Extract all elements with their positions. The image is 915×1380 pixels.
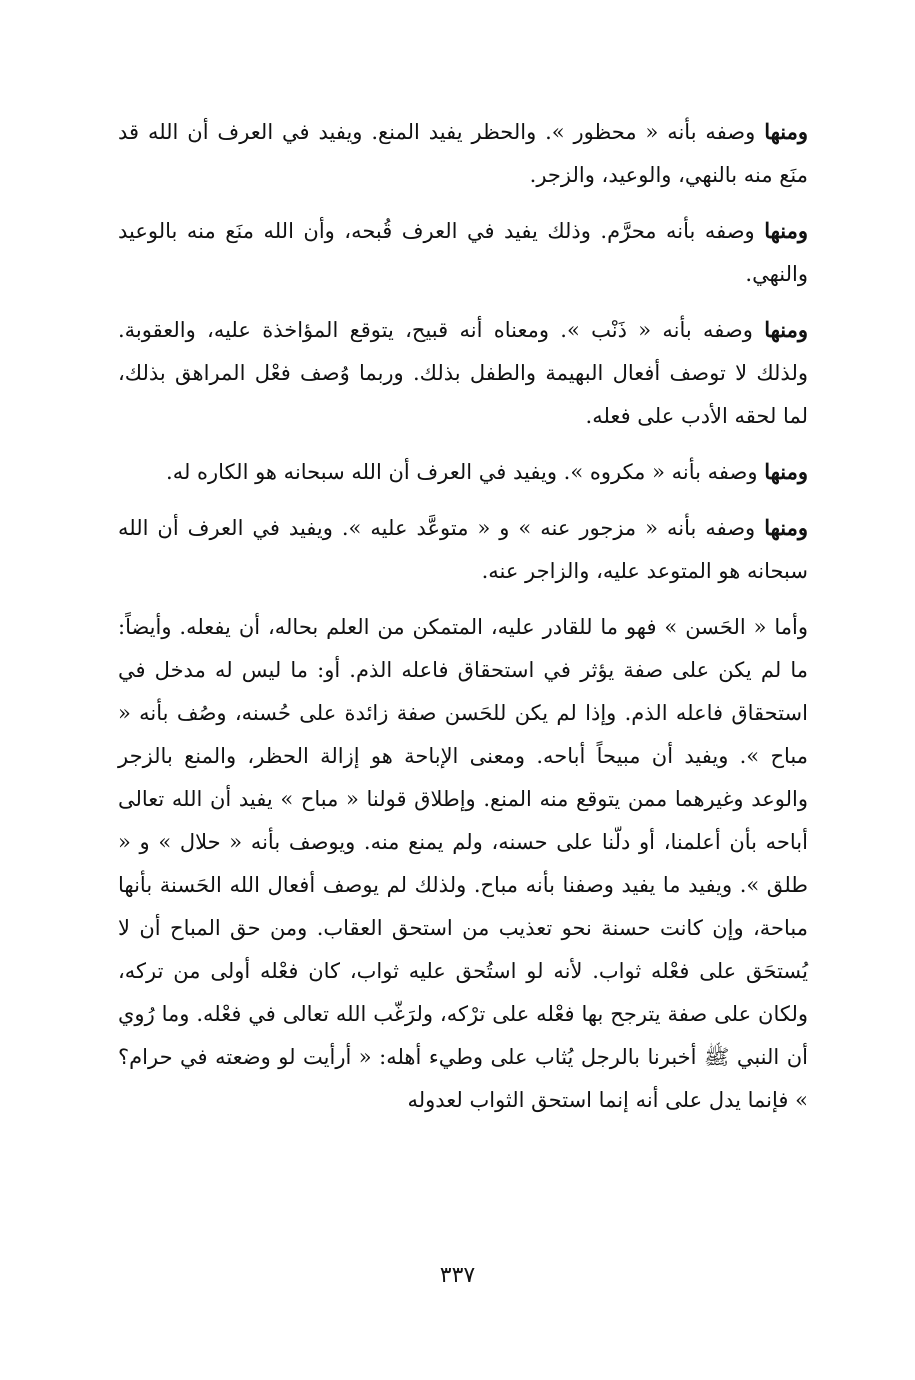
paragraph-lead-word: ومنها [764, 459, 808, 484]
paragraph-lead-word: ومنها [764, 515, 808, 540]
paragraph-text: وأما « الحَسن » فهو ما للقادر عليه، المتمكن من العلم بحاله، أن يفعله. وأيضاً: ما لم يكن على صفة يؤثر في استحقاق فاعله الذم. أو: ما ليس له مدخل في استحقاق فاعله الذم. وإذا لم يكن للحَسن صفة زائدة على حُسنه، وصُف بأنه « مباح ». ويفيد أن مبيحاً أباحه. ومعنى الإباحة هو إزالة الحظر، والمنع بالزجر والوعد وغيرهما ممن يتوقع منه المنع. وإطلاق قولنا « مباح » يفيد أن الله تعالى أباحه بأن أعلمنا، أو دلّنا على حسنه، ولم يمنع منه. ويوصف بأنه « حلال » و « طلق ». ويفيد ما يفيد وصفنا بأنه مباح. ولذلك لم يوصف أفعال الله الحَسنة بأنها مباحة، وإن كانت حسنة نحو تعذيب من استحق العقاب. ومن حق المباح أن لا يُستحَق على فعْله ثواب. لأنه لو استُحق عليه ثواب، كان فعْله أولى من تركه، ولكان على صفة يترجح بها فعْله على ترْكه، ولرَغّب الله تعالى في فعْله. وما رُوي أن النبي ﷺ أخبرنا بالرجل يُثاب على وطيء أهله: « أرأيت لو وضعته في حرام؟ » فإنما يدل على أنه إنما استحق الثواب لعدوله [118, 615, 808, 1112]
paragraph-makruh [118, 450, 808, 494]
paragraph-hasan [118, 605, 808, 1122]
page-number: ٣٣٧ [439, 1263, 476, 1288]
paragraph-text: وصفه بأنه « محظور ». والحظر يفيد المنع. ويفيد في العرف أن الله قد منَع منه بالنهي، والوعيد، والزجر. [118, 120, 808, 187]
paragraph-dhanb [118, 308, 808, 438]
paragraph-lead-word: ومنها [764, 218, 808, 243]
paragraph-mahzur [118, 110, 808, 197]
paragraph-muharram [118, 209, 808, 296]
paragraph-lead-word: ومنها [764, 317, 808, 342]
paragraph-lead-word: ومنها [764, 119, 808, 144]
paragraph-text: وصفه بأنه « مكروه ». ويفيد في العرف أن الله سبحانه هو الكاره له. [166, 460, 765, 484]
paragraph-mazjur [118, 506, 808, 593]
page-body [118, 110, 808, 1134]
paragraph-text: وصفه بأنه « ذَنْب ». ومعناه أنه قبيح، يتوقع المؤاخذة عليه، والعقوبة. ولذلك لا توصف أفعال البهيمة والطفل بذلك. وربما وُصف فعْل المراهق بذلك، لما لحقه الأدب على فعله. [118, 318, 808, 428]
paragraph-text: وصفه بأنه محرَّم. وذلك يفيد في العرف قُبحه، وأن الله منَع منه بالوعيد والنهي. [118, 219, 808, 286]
paragraph-text: وصفه بأنه « مزجور عنه » و « متوعَّد عليه ». ويفيد في العرف أن الله سبحانه هو المتوعد عليه، والزاجر عنه. [118, 516, 808, 583]
